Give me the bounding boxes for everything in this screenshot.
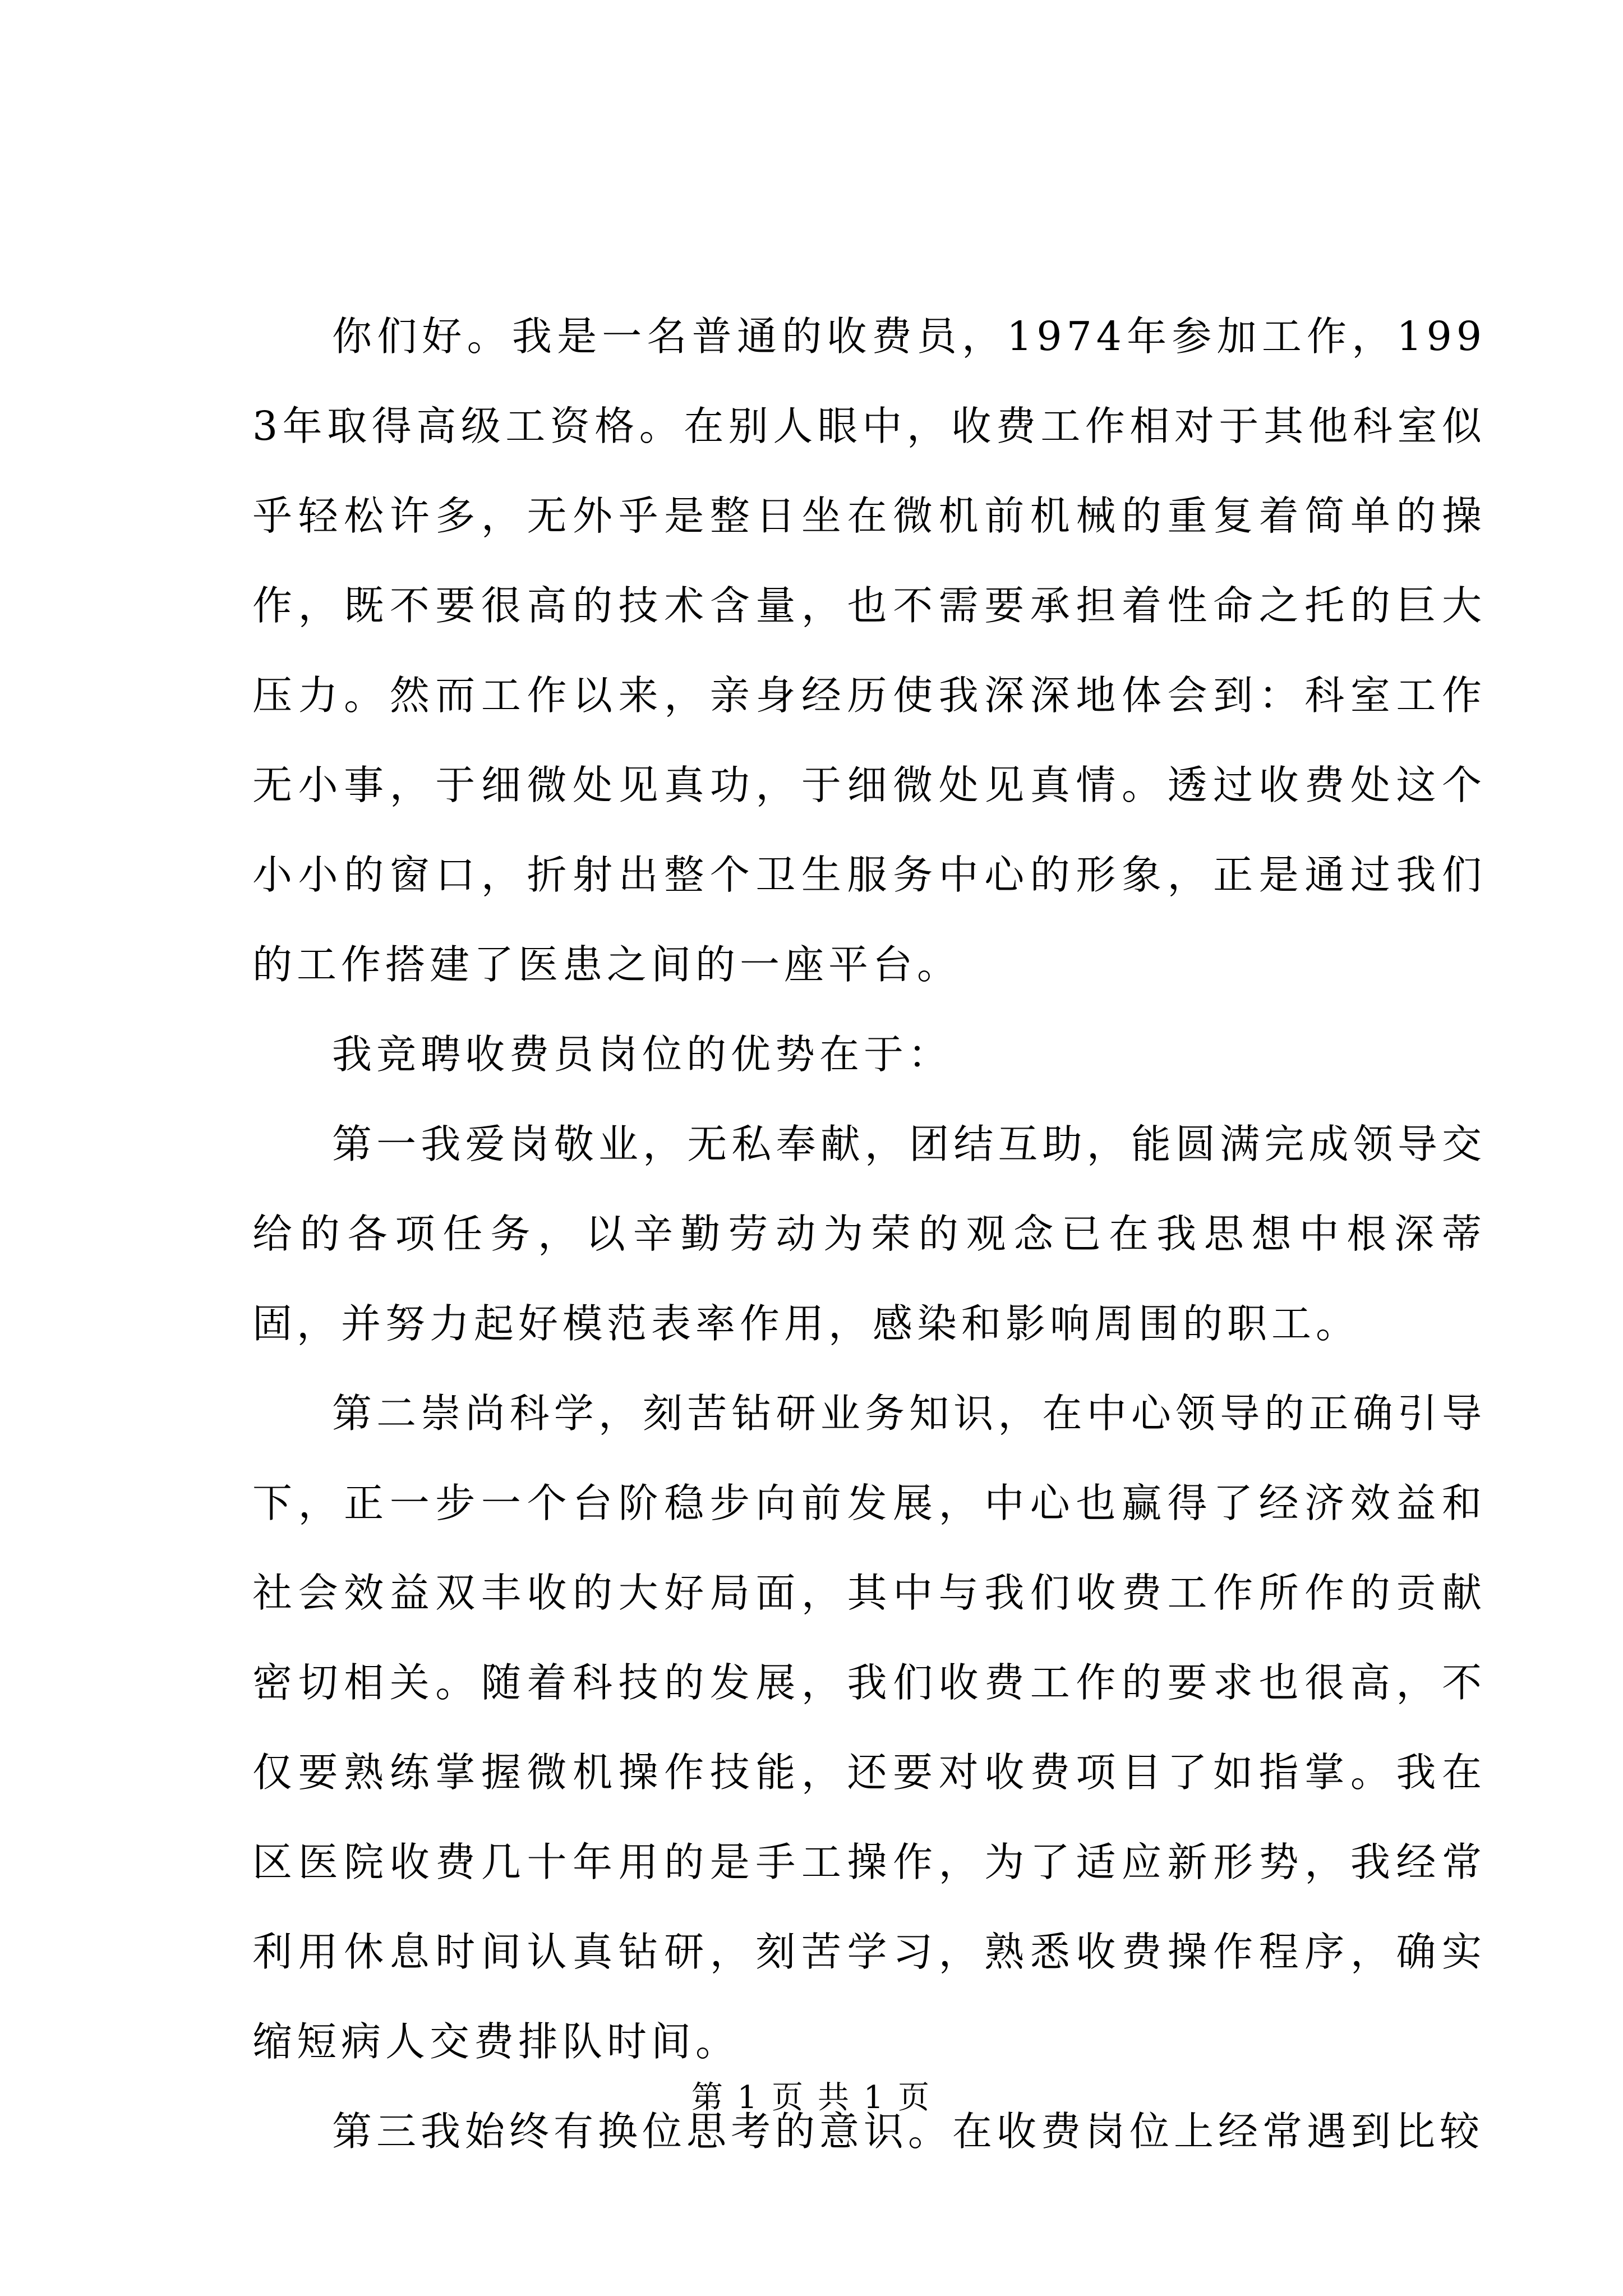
paragraph-intro: 你们好。我是一名普通的收费员，1974年参加工作，1993年取得高级工资格。在别人眼中，收费工作相对于其他科室似乎轻松许多，无外乎是整日坐在微机前机械的重复着简单的操作，既不要很高的技术含量，也不需要承担着性命之托的巨大压力。然而工作以来，亲身经历使我深深地体会到：科室工作无小事，于细微处见真功，于细微处见真情。透过收费处这个小小的窗口，折射出整个卫生服务中心的形象，正是通过我们的工作搭建了医患之间的一座平台。 [252,313,1486,988]
document-body [252,292,1486,2177]
paragraph-third-point: 第三我始终有换位思考的意识。在收费岗位上经常遇到比较 [332,2108,1484,2155]
page-footer: 第 1 页 共 1 页 [691,2079,932,2116]
paragraph-second-point: 第二崇尚科学，刻苦钻研业务知识，在中心领导的正确引导下，正一步一个台阶稳步向前发展，中心也赢得了经济效益和社会效益双丰收的大好局面，其中与我们收费工作所作的贡献密切相关。随着科技的发展，我们收费工作的要求也很高，不仅要熟练掌握微机操作技能，还要对收费项目了如指掌。我在区医院收费几十年用的是手工操作，为了适应新形势，我经常利用休息时间认真钻研，刻苦学习，熟悉收费操作程序，确实缩短病人交费排队时间。 [252,1390,1486,2065]
paragraph-first-point: 第一我爱岗敬业，无私奉献，团结互助，能圆满完成领导交给的各项任务，以辛勤劳动为荣的观念已在我思想中根深蒂固，并努力起好模范表率作用，感染和影响周围的职工。 [252,1121,1486,1347]
paragraph-advantages-heading: 我竞聘收费员岗位的优势在于： [332,1031,953,1078]
